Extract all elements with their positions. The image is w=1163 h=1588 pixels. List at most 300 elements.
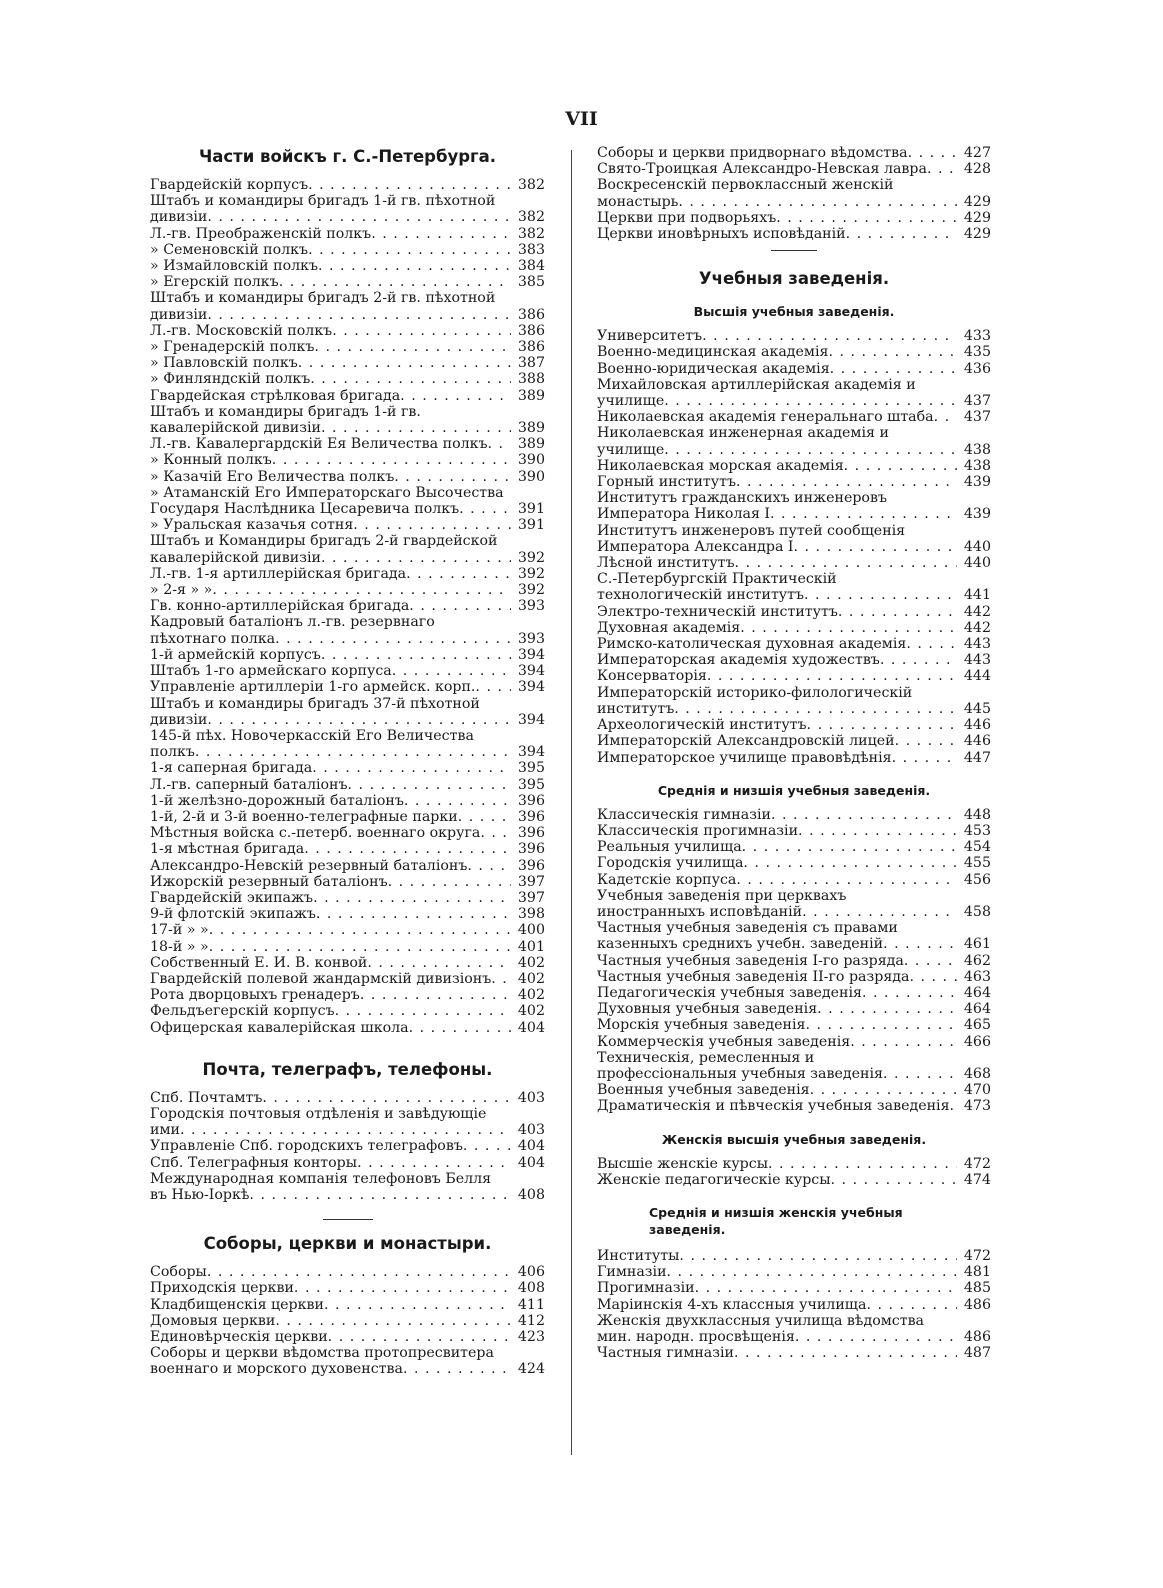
toc-entry xyxy=(150,598,545,614)
toc-entry xyxy=(150,987,545,1003)
entry-title: Николаевская инженерная академія и училище . . . xyxy=(597,425,957,457)
entry-page: 433 xyxy=(963,328,991,345)
toc-entry xyxy=(150,614,545,646)
toc-entry xyxy=(150,1280,545,1296)
entry-page: 386 xyxy=(517,322,545,339)
entry-page: 465 xyxy=(963,1017,991,1034)
entry-page: 474 xyxy=(963,1171,991,1188)
toc-entry xyxy=(150,922,545,938)
toc-entry xyxy=(150,566,545,582)
subsection-entries xyxy=(597,1248,991,1361)
entry-title: Ижорскій резервный баталіонъ . . . xyxy=(150,874,511,890)
entry-page: 456 xyxy=(963,871,991,888)
entry-page: 398 xyxy=(517,906,545,923)
toc-entry xyxy=(150,679,545,695)
entry-page: 436 xyxy=(963,360,991,377)
subsection-heading: Среднія и низшія учебныя заведенія. xyxy=(657,782,931,798)
entry-title: Гимназіи . . . xyxy=(597,1264,957,1280)
toc-entry xyxy=(150,452,545,468)
entry-page: 453 xyxy=(963,822,991,839)
entry-page: 394 xyxy=(517,679,545,696)
toc-entry xyxy=(597,636,991,652)
toc-entry xyxy=(150,874,545,890)
entry-page: 393 xyxy=(517,630,545,647)
toc-entry xyxy=(597,969,991,985)
entry-page: 462 xyxy=(963,952,991,969)
entry-title: Рота дворцовыхъ гренадеръ . . . xyxy=(150,987,511,1003)
entry-title: Штабъ 1-го армейскаго корпуса . . . xyxy=(150,663,511,679)
column-divider xyxy=(571,150,572,1455)
right-column xyxy=(597,145,991,1361)
entry-page: 396 xyxy=(517,857,545,874)
entry-title: Гвардейскій экипажъ . . . xyxy=(150,890,511,906)
entry-title: Штабъ и командиры бригадъ 2-й гв. пѣхотной дивизіи . . . xyxy=(150,290,511,322)
entry-page: 386 xyxy=(517,339,545,356)
entry-title: » Егерскій полкъ . . . xyxy=(150,274,511,290)
entry-page: 386 xyxy=(517,306,545,323)
toc-entry xyxy=(150,226,545,242)
toc-entry xyxy=(150,242,545,258)
entry-title: Частныя учебныя заведенія I-го разряда . . . xyxy=(597,953,957,969)
entry-title: Управленіе артиллеріи 1-го армейск. корп. . . . xyxy=(150,679,511,695)
entry-title: Л.-гв. Преображенскій полкъ . . . xyxy=(150,226,511,242)
entry-title: Духовная академія . . . xyxy=(597,620,957,636)
section-entries xyxy=(150,1264,545,1377)
toc-entry xyxy=(597,328,991,344)
toc-entry xyxy=(597,226,991,242)
entry-title: Николаевская морская академія . . . xyxy=(597,458,957,474)
entry-title: Прогимназіи . . . xyxy=(597,1280,957,1296)
entry-title: 17-й » » . . . xyxy=(150,922,511,938)
entry-title: Учебныя заведенія при церквахъ иностранныхъ исповѣданій . . . xyxy=(597,888,957,920)
toc-entry xyxy=(597,985,991,1001)
entry-title: Городскія почтовыя отдѣленія и завѣдующіе ими . . . xyxy=(150,1106,511,1138)
toc-entry xyxy=(150,193,545,225)
entry-page: 463 xyxy=(963,968,991,985)
entry-page: 382 xyxy=(517,225,545,242)
entry-page: 412 xyxy=(517,1312,545,1329)
toc-entry xyxy=(597,571,991,603)
entry-page: 439 xyxy=(963,474,991,491)
entry-page: 423 xyxy=(517,1329,545,1345)
toc-entry xyxy=(597,1156,991,1172)
entry-title: Гвардейскій корпусъ . . . xyxy=(150,177,511,193)
entry-title: Офицерская кавалерійская школа . . . xyxy=(150,1020,511,1036)
toc-entry xyxy=(150,906,545,922)
entry-title: Императорскій историко-филологическій институтъ . . . xyxy=(597,685,957,717)
toc-entry xyxy=(597,733,991,749)
toc-entry xyxy=(597,604,991,620)
entry-page: 396 xyxy=(517,792,545,809)
toc-entry xyxy=(597,839,991,855)
toc-entry xyxy=(150,404,545,436)
toc-entry xyxy=(597,210,991,226)
entry-title: Женскіе педагогическіе курсы . . . xyxy=(597,1172,957,1188)
toc-entry xyxy=(150,971,545,987)
entry-title: Соборы и церкви вѣдомства протопресвитера военнаго и морского духовенства . . . xyxy=(150,1345,511,1377)
entry-title: 1-й армейскій корпусъ . . . xyxy=(150,647,511,663)
entry-title: Частныя учебныя заведенія II-го разряда . . . xyxy=(597,969,957,985)
section-heading: Соборы, церкви и монастыри. xyxy=(203,1234,492,1254)
toc-entry xyxy=(597,717,991,733)
toc-entry xyxy=(150,1329,545,1345)
entry-title: Институты . . . xyxy=(597,1248,957,1264)
entry-title: Соборы . . . xyxy=(150,1264,511,1280)
entry-page: 455 xyxy=(963,855,991,872)
entry-title: Реальныя училища . . . xyxy=(597,839,957,855)
entry-title: Военно-медицинская академія . . . xyxy=(597,344,957,360)
entry-page: 394 xyxy=(517,646,545,663)
entry-title: Гв. конно-артиллерійская бригада . . . xyxy=(150,598,511,614)
subsection-heading: Среднія и низшія женскія учебныя заведенія. xyxy=(649,1204,903,1237)
toc-entry xyxy=(597,1034,991,1050)
toc-entry xyxy=(597,145,991,161)
entry-page: 389 xyxy=(517,436,545,453)
entry-title: Высшіе женскіе курсы . . . xyxy=(597,1156,957,1172)
toc-entry xyxy=(150,355,545,371)
entry-title: Собственный Е. И. В. конвой . . . xyxy=(150,955,511,971)
toc-entry xyxy=(150,290,545,322)
entry-page: 443 xyxy=(963,652,991,669)
entry-page: 390 xyxy=(517,452,545,469)
toc-entry xyxy=(150,436,545,452)
entry-title: Михайловская артиллерійская академія и училище . . . xyxy=(597,377,957,409)
toc-entry xyxy=(597,1098,991,1114)
toc-entry xyxy=(597,920,991,952)
toc-entry xyxy=(150,696,545,728)
entry-page: 446 xyxy=(963,717,991,734)
entry-page: 397 xyxy=(517,873,545,890)
toc-entry xyxy=(150,728,545,760)
toc-entry xyxy=(597,490,991,522)
toc-entry xyxy=(597,1248,991,1264)
entry-page: 466 xyxy=(963,1033,991,1050)
entry-page: 435 xyxy=(963,344,991,361)
entry-title: Институтъ инженеровъ путей сообщенія Императора Александра I . . . xyxy=(597,523,957,555)
toc-entry xyxy=(150,1003,545,1019)
entry-title: Соборы и церкви придворнаго вѣдомства . . . xyxy=(597,145,957,161)
toc-entry xyxy=(597,361,991,377)
entry-page: 394 xyxy=(517,744,545,761)
subsection-entries xyxy=(597,328,991,765)
toc-entry xyxy=(150,760,545,776)
entry-title: Духовныя учебныя заведенія . . . xyxy=(597,1001,957,1017)
entry-page: 424 xyxy=(517,1361,545,1378)
toc-entry xyxy=(150,1345,545,1377)
toc-entry xyxy=(150,1106,545,1138)
toc-entry xyxy=(150,939,545,955)
toc-entry xyxy=(597,750,991,766)
toc-entry xyxy=(150,1264,545,1280)
entry-title: Церкви иновѣрныхъ исповѣданій . . . xyxy=(597,226,957,242)
entry-page: 392 xyxy=(517,565,545,582)
entry-page: 396 xyxy=(517,808,545,825)
entry-title: Военныя учебныя заведенія . . . xyxy=(597,1082,957,1098)
entry-page: 461 xyxy=(963,936,991,953)
entry-title: 1-я мѣстная бригада . . . xyxy=(150,841,511,857)
entry-page: 486 xyxy=(963,1328,991,1345)
section-heading: Учебныя заведенія. xyxy=(698,269,890,289)
entry-title: Гвардейская стрѣлковая бригада . . . xyxy=(150,388,511,404)
toc-entry xyxy=(597,425,991,457)
entry-title: » Измайловскій полкъ . . . xyxy=(150,258,511,274)
toc-entry xyxy=(150,777,545,793)
toc-entry xyxy=(150,858,545,874)
entry-page: 403 xyxy=(517,1089,545,1106)
entry-page: 458 xyxy=(963,903,991,920)
toc-entry xyxy=(150,258,545,274)
toc-entry xyxy=(150,533,545,565)
entry-title: Фельдъегерскій корпусъ . . . xyxy=(150,1003,511,1019)
entry-title: 18-й » » . . . xyxy=(150,939,511,955)
entry-page: 403 xyxy=(517,1122,545,1139)
entry-page: 440 xyxy=(963,555,991,572)
entry-title: Консерваторія . . . xyxy=(597,668,957,684)
entry-page: 391 xyxy=(517,501,545,518)
entry-title: Коммерческія учебныя заведенія . . . xyxy=(597,1034,957,1050)
toc-entry xyxy=(597,1082,991,1098)
entry-page: 402 xyxy=(517,954,545,971)
entry-title: Частныя учебныя заведенія съ правами казенныхъ среднихъ учебн. заведеній . . . xyxy=(597,920,957,952)
entry-title: Л.-гв. Кавалергардскій Ея Величества полкъ . . . xyxy=(150,436,511,452)
toc-entry xyxy=(150,517,545,533)
entry-page: 486 xyxy=(963,1296,991,1313)
entry-title: » Уральская казачья сотня . . . xyxy=(150,517,511,533)
entry-page: 395 xyxy=(517,776,545,793)
entry-title: Кладбищенскія церкви . . . xyxy=(150,1297,511,1313)
entry-title: 9-й флотскій экипажъ . . . xyxy=(150,906,511,922)
toc-entry xyxy=(597,855,991,871)
entry-title: Частныя гимназіи . . . xyxy=(597,1345,957,1361)
entry-page: 485 xyxy=(963,1280,991,1297)
entry-page: 400 xyxy=(517,922,545,939)
entry-page: 442 xyxy=(963,619,991,636)
entry-page: 383 xyxy=(517,241,545,258)
toc-entry xyxy=(597,161,991,177)
toc-entry xyxy=(150,1090,545,1106)
entry-page: 393 xyxy=(517,598,545,615)
entry-title: Горный институтъ . . . xyxy=(597,474,957,490)
toc-entry xyxy=(597,474,991,490)
toc-entry xyxy=(597,1001,991,1017)
entry-page: 384 xyxy=(517,258,545,275)
entry-title: Женскія двухклассныя училища вѣдомства мин. народн. просвѣщенія . . . xyxy=(597,1313,957,1345)
entry-title: Спб. Телеграфныя конторы . . . xyxy=(150,1155,511,1171)
toc-entry xyxy=(150,469,545,485)
entry-title: Приходскія церкви . . . xyxy=(150,1280,511,1296)
entry-page: 429 xyxy=(963,226,991,243)
toc-entry xyxy=(597,652,991,668)
section-entries xyxy=(150,177,545,1036)
entry-title: » Атаманскій Его Императорскаго Высочества Государя Наслѣдника Цесаревича полкъ . . . xyxy=(150,485,511,517)
entry-page: 411 xyxy=(517,1296,545,1313)
toc-entry xyxy=(597,620,991,636)
entry-page: 441 xyxy=(963,587,991,604)
entry-page: 395 xyxy=(517,760,545,777)
toc-entry xyxy=(150,1138,545,1154)
entry-page: 429 xyxy=(963,209,991,226)
entry-title: Единовѣрческія церкви . . . xyxy=(150,1329,511,1345)
section-heading: Части войскъ г. С.-Петербурга. xyxy=(198,147,497,166)
entry-title: Императорскій Александровскій лицей . . . xyxy=(597,733,957,749)
entry-title: Штабъ и командиры бригадъ 37-й пѣхотной дивизіи . . . xyxy=(150,696,511,728)
entry-page: 408 xyxy=(517,1280,545,1297)
entry-title: Техническія, ремесленныя и профессіональныя учебныя заведенія . . . xyxy=(597,1050,957,1082)
entry-page: 464 xyxy=(963,984,991,1001)
entry-page: 388 xyxy=(517,371,545,388)
toc-entry xyxy=(150,1297,545,1313)
toc-entry xyxy=(597,807,991,823)
entry-page: 382 xyxy=(517,177,545,193)
toc-entry xyxy=(150,582,545,598)
entry-title: » Павловскій полкъ . . . xyxy=(150,355,511,371)
toc-entry xyxy=(597,1264,991,1280)
entry-page: 427 xyxy=(963,145,991,161)
entry-page: 396 xyxy=(517,825,545,842)
entry-title: Маріинскія 4-хъ классныя училища . . . xyxy=(597,1297,957,1313)
entry-page: 473 xyxy=(963,1098,991,1115)
entry-title: Классическія прогимназіи . . . xyxy=(597,823,957,839)
toc-entry xyxy=(597,1280,991,1296)
entry-title: Морскія учебныя заведенія . . . xyxy=(597,1017,957,1033)
entry-title: Воскресенскій первоклассный женскій монастырь . . . xyxy=(597,177,957,209)
entry-title: Международная компанія телефоновъ Белля въ Нью-Іоркѣ . . . xyxy=(150,1171,511,1203)
entry-page: 382 xyxy=(517,209,545,226)
entry-page: 402 xyxy=(517,987,545,1004)
entry-page: 440 xyxy=(963,538,991,555)
toc-entry xyxy=(150,809,545,825)
entry-page: 404 xyxy=(517,1019,545,1036)
entry-title: Гвардейскій полевой жандармскій дивизіонъ . . . xyxy=(150,971,511,987)
subsection-heading: Женскія высшія учебныя заведенія. xyxy=(661,1131,927,1147)
entry-title: Домовыя церкви . . . xyxy=(150,1313,511,1329)
entry-title: 1-й, 2-й и 3-й военно-телеграфные парки . . . xyxy=(150,809,511,825)
subsection-entries xyxy=(597,807,991,1115)
entry-title: Александро-Невскій резервный баталіонъ . . . xyxy=(150,858,511,874)
entry-title: 145-й пѣх. Новочеркасскій Его Величества полкъ . . . xyxy=(150,728,511,760)
toc-entry xyxy=(150,485,545,517)
entry-page: 444 xyxy=(963,668,991,685)
entry-title: » Гренадерскій полкъ . . . xyxy=(150,339,511,355)
toc-entry xyxy=(150,825,545,841)
toc-entry xyxy=(150,1155,545,1171)
toc-entry xyxy=(597,458,991,474)
toc-entry xyxy=(597,344,991,360)
toc-entry xyxy=(150,1313,545,1329)
toc-entry xyxy=(597,1172,991,1188)
toc-entry xyxy=(597,523,991,555)
entry-page: 394 xyxy=(517,711,545,728)
toc-entry xyxy=(150,388,545,404)
entry-title: Церкви при подворьяхъ . . . xyxy=(597,210,957,226)
entry-page: 392 xyxy=(517,549,545,566)
entry-title: Императорская академія художествъ . . . xyxy=(597,652,957,668)
entry-page: 470 xyxy=(963,1082,991,1099)
entry-page: 401 xyxy=(517,938,545,955)
entry-title: Археологическій институтъ . . . xyxy=(597,717,957,733)
entry-title: Штабъ и командиры бригадъ 1-й гв. кавалерійской дивизіи . . . xyxy=(150,404,511,436)
entry-title: Л.-гв. 1-я артиллерійская бригада . . . xyxy=(150,566,511,582)
toc-entry xyxy=(150,647,545,663)
entry-title: Николаевская академія генеральнаго штаба . . . xyxy=(597,409,957,425)
entry-page: 428 xyxy=(963,161,991,178)
entry-page: 464 xyxy=(963,1001,991,1018)
entry-page: 385 xyxy=(517,274,545,291)
toc-entry xyxy=(597,1017,991,1033)
toc-entry xyxy=(597,685,991,717)
toc-entry xyxy=(150,955,545,971)
entry-title: » Семеновскій полкъ . . . xyxy=(150,242,511,258)
subsection-heading: Высшія учебныя заведенія. xyxy=(693,304,895,320)
toc-entry xyxy=(597,888,991,920)
entry-title: Лѣсной институтъ . . . xyxy=(597,555,957,571)
toc-entry xyxy=(150,1171,545,1203)
entry-page: 438 xyxy=(963,457,991,474)
entry-title: Штабъ и Командиры бригадъ 2-й гвардейской кавалерійской дивизіи . . . xyxy=(150,533,511,565)
entry-title: Мѣстныя войска с.-петерб. военнаго округа . . . xyxy=(150,825,511,841)
entry-page: 397 xyxy=(517,889,545,906)
toc-entry xyxy=(150,323,545,339)
entry-page: 429 xyxy=(963,193,991,210)
entry-page: 387 xyxy=(517,355,545,372)
toc-entry xyxy=(597,953,991,969)
entry-title: Свято-Троицкая Александро-Невская лавра . . . xyxy=(597,161,957,177)
entry-title: » Казачій Его Величества полкъ . . . xyxy=(150,469,511,485)
entry-title: Кадровый баталіонъ л.-гв. резервнаго пѣхотнаго полка . . . xyxy=(150,614,511,646)
toc-entry xyxy=(597,823,991,839)
entry-page: 487 xyxy=(963,1345,991,1362)
entry-page: 391 xyxy=(517,517,545,534)
toc-entry xyxy=(597,409,991,425)
left-column xyxy=(150,145,545,1378)
toc-entry xyxy=(597,1050,991,1082)
entry-title: Л.-гв. саперный баталіонъ . . . xyxy=(150,777,511,793)
entry-title: Классическія гимназіи . . . xyxy=(597,807,957,823)
entry-title: Городскія училища . . . xyxy=(597,855,957,871)
entry-page: 438 xyxy=(963,441,991,458)
entry-page: 389 xyxy=(517,420,545,437)
entry-page: 394 xyxy=(517,663,545,680)
toc-entry xyxy=(150,274,545,290)
subsection-entries xyxy=(597,1156,991,1188)
entry-page: 437 xyxy=(963,409,991,426)
entry-page: 454 xyxy=(963,839,991,856)
entry-page: 446 xyxy=(963,733,991,750)
entry-page: 396 xyxy=(517,841,545,858)
entry-title: Императорское училище правовѣдѣнія . . . xyxy=(597,750,957,766)
entry-title: С.-Петербургскій Практическій технологическій институтъ . . . xyxy=(597,571,957,603)
entry-page: 468 xyxy=(963,1065,991,1082)
toc-entry xyxy=(150,793,545,809)
toc-entry xyxy=(150,890,545,906)
entry-page: 439 xyxy=(963,506,991,523)
entry-title: » Финляндскій полкъ . . . xyxy=(150,371,511,387)
entry-page: 404 xyxy=(517,1154,545,1171)
toc-entry xyxy=(597,1297,991,1313)
toc-entry xyxy=(597,1313,991,1345)
entry-title: Военно-юридическая академія . . . xyxy=(597,361,957,377)
entry-page: 390 xyxy=(517,468,545,485)
section-rule xyxy=(323,1219,373,1220)
entry-page: 448 xyxy=(963,806,991,823)
entry-title: 1-й желѣзно-дорожный баталіонъ . . . xyxy=(150,793,511,809)
entry-title: 1-я саперная бригада . . . xyxy=(150,760,511,776)
page-number: VII xyxy=(565,108,598,130)
toc-entry xyxy=(150,371,545,387)
toc-entry xyxy=(150,663,545,679)
entry-title: » Конный полкъ . . . xyxy=(150,452,511,468)
entry-title: Университетъ . . . xyxy=(597,328,957,344)
